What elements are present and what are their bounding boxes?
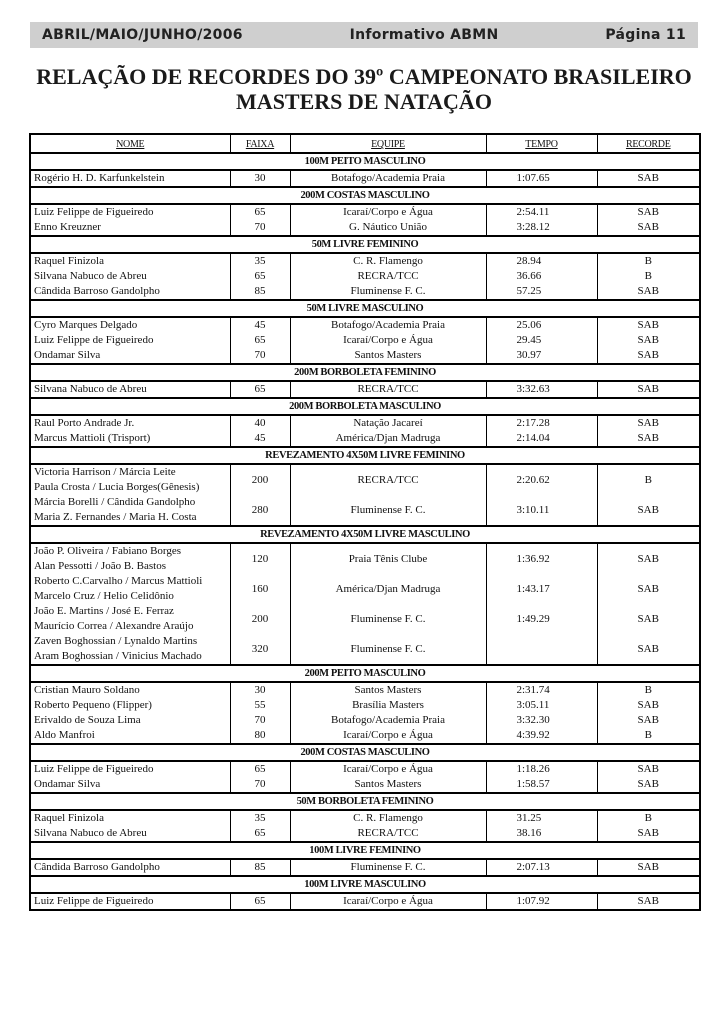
athlete-name: Rogério H. D. Karfunkelstein xyxy=(34,172,165,184)
cell-equipe: RECRA/TCC xyxy=(290,464,486,495)
table-row xyxy=(30,204,700,220)
section-header-row xyxy=(30,364,700,381)
cell-equipe: Botafogo/Academia Praia xyxy=(290,713,486,728)
athlete-name: Zaven Boghossian / Lynaldo Martins xyxy=(34,635,198,647)
table-row xyxy=(30,381,700,398)
cell-faixa: 35 xyxy=(230,253,290,269)
cell-recorde: SAB xyxy=(637,349,659,361)
athlete-name: Luiz Felippe de Figueiredo xyxy=(34,206,154,218)
cell-equipe: RECRA/TCC xyxy=(290,826,486,842)
cell-nome xyxy=(30,381,230,398)
cell-recorde: SAB xyxy=(637,285,659,297)
athlete-name: Cyro Marques Delgado xyxy=(34,319,138,331)
cell-tempo: 57.25 xyxy=(486,284,597,300)
header-page-number: Página 11 xyxy=(605,27,686,43)
athlete-name: Silvana Nabuco de Abreu xyxy=(34,827,147,839)
athlete-name: Cândida Barroso Gandolpho xyxy=(34,285,160,297)
cell-tempo: 2:07.13 xyxy=(486,859,597,876)
table-row xyxy=(30,893,700,910)
table-row xyxy=(30,761,700,777)
cell-equipe: Santos Masters xyxy=(290,777,486,793)
cell-recorde: SAB xyxy=(637,699,659,711)
col-header-recorde: RECORDE xyxy=(625,139,671,150)
cell-recorde: B xyxy=(644,270,652,282)
section-header-row xyxy=(30,744,700,761)
section-header-row xyxy=(30,842,700,859)
section-title: 200M PEITO MASCULINO xyxy=(30,665,700,682)
table-row xyxy=(30,698,700,713)
athlete-name: Luiz Felippe de Figueiredo xyxy=(34,763,154,775)
cell-nome xyxy=(30,826,230,842)
header-publication: Informativo ABMN xyxy=(349,27,499,43)
section-title: 50M LIVRE MASCULINO xyxy=(30,300,700,317)
cell-tempo xyxy=(486,634,597,665)
table-row xyxy=(30,604,700,634)
cell-faixa: 200 xyxy=(230,464,290,495)
cell-equipe: Fluminense F. C. xyxy=(290,495,486,526)
section-header-row xyxy=(30,793,700,810)
athlete-name: Márcia Borelli / Cândida Gandolpho xyxy=(34,496,196,508)
cell-tempo: 4:39.92 xyxy=(486,728,597,744)
cell-tempo: 2:14.04 xyxy=(486,431,597,447)
cell-equipe: Icaraí/Corpo e Água xyxy=(290,333,486,348)
table-row xyxy=(30,220,700,236)
table-row xyxy=(30,269,700,284)
cell-tempo: 28.94 xyxy=(486,253,597,269)
cell-tempo: 31.25 xyxy=(486,810,597,826)
cell-nome xyxy=(30,682,230,698)
section-header-row xyxy=(30,300,700,317)
section-title: 50M LIVRE FEMININO xyxy=(30,236,700,253)
cell-faixa: 85 xyxy=(230,284,290,300)
athlete-name: Paula Crosta / Lucia Borges(Gênesis) xyxy=(34,481,200,493)
cell-faixa: 45 xyxy=(230,317,290,333)
cell-equipe: Botafogo/Academia Praia xyxy=(290,317,486,333)
table-row xyxy=(30,543,700,574)
page-title xyxy=(0,64,728,114)
cell-equipe: Natação Jacareí xyxy=(290,415,486,431)
cell-recorde: SAB xyxy=(637,763,659,775)
section-header-row xyxy=(30,153,700,170)
cell-tempo: 30.97 xyxy=(486,348,597,364)
cell-faixa: 200 xyxy=(230,604,290,634)
cell-nome xyxy=(30,204,230,220)
table-row xyxy=(30,415,700,431)
cell-nome xyxy=(30,220,230,236)
cell-recorde: SAB xyxy=(637,582,659,595)
cell-equipe: Icaraí/Corpo e Água xyxy=(290,728,486,744)
cell-equipe: Icaraí/Corpo e Água xyxy=(290,893,486,910)
cell-equipe: C. R. Flamengo xyxy=(290,253,486,269)
cell-faixa: 70 xyxy=(230,777,290,793)
cell-equipe: Praia Tênis Clube xyxy=(290,543,486,574)
cell-equipe: América/Djan Madruga xyxy=(290,574,486,604)
cell-tempo: 1:36.92 xyxy=(486,543,597,574)
cell-faixa: 70 xyxy=(230,220,290,236)
table-row xyxy=(30,317,700,333)
cell-tempo: 25.06 xyxy=(486,317,597,333)
cell-faixa: 55 xyxy=(230,698,290,713)
section-title: REVEZAMENTO 4X50M LIVRE MASCULINO xyxy=(30,526,700,543)
cell-nome xyxy=(30,170,230,187)
cell-nome xyxy=(30,728,230,744)
records-body xyxy=(30,153,700,910)
table-row xyxy=(30,682,700,698)
cell-equipe: C. R. Flamengo xyxy=(290,810,486,826)
section-header-row xyxy=(30,876,700,893)
cell-nome xyxy=(30,348,230,364)
cell-nome xyxy=(30,574,230,604)
table-row xyxy=(30,348,700,364)
athlete-name: Roberto Pequeno (Flipper) xyxy=(34,699,152,711)
section-header-row xyxy=(30,187,700,204)
cell-nome xyxy=(30,495,230,526)
cell-recorde: SAB xyxy=(637,612,659,625)
table-row xyxy=(30,253,700,269)
cell-recorde: SAB xyxy=(637,383,659,395)
cell-nome xyxy=(30,893,230,910)
athlete-name: Raul Porto Andrade Jr. xyxy=(34,417,135,429)
cell-recorde: B xyxy=(644,812,652,824)
cell-recorde: SAB xyxy=(637,827,659,839)
cell-tempo: 38.16 xyxy=(486,826,597,842)
cell-faixa: 85 xyxy=(230,859,290,876)
col-header-tempo: TEMPO xyxy=(486,134,597,153)
cell-equipe: Santos Masters xyxy=(290,682,486,698)
table-row xyxy=(30,333,700,348)
table-row xyxy=(30,810,700,826)
cell-nome xyxy=(30,698,230,713)
athlete-name: Aram Boghossian / Vinicius Machado xyxy=(34,650,202,662)
athlete-name: Marcus Mattioli (Trisport) xyxy=(34,432,151,444)
cell-recorde: SAB xyxy=(637,895,659,907)
athlete-name: Cândida Barroso Gandolpho xyxy=(34,861,160,873)
athlete-name: Marcelo Cruz / Helio Celidônio xyxy=(34,590,174,602)
cell-equipe: Fluminense F. C. xyxy=(290,859,486,876)
cell-equipe: Brasília Masters xyxy=(290,698,486,713)
athlete-name: Luiz Felippe de Figueiredo xyxy=(34,334,154,346)
section-header-row xyxy=(30,398,700,415)
cell-faixa: 70 xyxy=(230,348,290,364)
cell-equipe: América/Djan Madruga xyxy=(290,431,486,447)
cell-equipe: Fluminense F. C. xyxy=(290,604,486,634)
cell-tempo: 1:58.57 xyxy=(486,777,597,793)
title-line-2: MASTERS DE NATAÇÃO xyxy=(236,89,492,114)
cell-tempo: 2:31.74 xyxy=(486,682,597,698)
section-title: 100M LIVRE MASCULINO xyxy=(30,876,700,893)
cell-nome xyxy=(30,604,230,634)
athlete-name: Aldo Manfroi xyxy=(34,729,95,741)
table-row xyxy=(30,574,700,604)
cell-nome xyxy=(30,284,230,300)
section-header-row xyxy=(30,665,700,682)
section-title: 100M PEITO MASCULINO xyxy=(30,153,700,170)
athlete-name: Alan Pessotti / João B. Bastos xyxy=(34,560,167,572)
section-title: 200M BORBOLETA FEMININO xyxy=(30,364,700,381)
cell-faixa: 120 xyxy=(230,543,290,574)
athlete-name: João P. Oliveira / Fabiano Borges xyxy=(34,545,182,557)
athlete-name: Raquel Finizola xyxy=(34,812,104,824)
cell-nome xyxy=(30,543,230,574)
table-row xyxy=(30,634,700,665)
cell-nome xyxy=(30,269,230,284)
athlete-name: Luiz Felippe de Figueiredo xyxy=(34,895,154,907)
cell-equipe: Fluminense F. C. xyxy=(290,284,486,300)
cell-tempo: 3:32.63 xyxy=(486,381,597,398)
cell-nome xyxy=(30,333,230,348)
cell-recorde: SAB xyxy=(637,552,659,565)
cell-tempo: 2:17.28 xyxy=(486,415,597,431)
cell-recorde: SAB xyxy=(637,432,659,444)
cell-faixa: 65 xyxy=(230,893,290,910)
athlete-name: Maria Z. Fernandes / Maria H. Costa xyxy=(34,511,197,523)
cell-nome xyxy=(30,713,230,728)
cell-faixa: 40 xyxy=(230,415,290,431)
cell-faixa: 35 xyxy=(230,810,290,826)
cell-faixa: 65 xyxy=(230,381,290,398)
col-header-nome: NOME xyxy=(30,134,230,153)
page-header xyxy=(30,22,698,48)
header-date: ABRIL/MAIO/JUNHO/2006 xyxy=(42,27,243,43)
cell-faixa: 65 xyxy=(230,333,290,348)
cell-faixa: 65 xyxy=(230,826,290,842)
cell-tempo: 3:05.11 xyxy=(486,698,597,713)
table-row xyxy=(30,713,700,728)
table-row xyxy=(30,284,700,300)
cell-tempo: 1:07.65 xyxy=(486,170,597,187)
records-table xyxy=(29,133,701,911)
cell-recorde: SAB xyxy=(637,861,659,873)
cell-faixa: 320 xyxy=(230,634,290,665)
athlete-name: Silvana Nabuco de Abreu xyxy=(34,383,147,395)
cell-faixa: 70 xyxy=(230,713,290,728)
cell-tempo: 29.45 xyxy=(486,333,597,348)
cell-equipe: Santos Masters xyxy=(290,348,486,364)
cell-nome xyxy=(30,810,230,826)
section-title: 200M COSTAS MASCULINO xyxy=(30,744,700,761)
cell-recorde: SAB xyxy=(637,172,659,184)
athlete-name: Ondamar Silva xyxy=(34,778,101,790)
section-title: REVEZAMENTO 4X50M LIVRE FEMININO xyxy=(30,447,700,464)
cell-nome xyxy=(30,464,230,495)
cell-faixa: 65 xyxy=(230,761,290,777)
athlete-name: João E. Martins / José E. Ferraz xyxy=(34,605,174,617)
cell-tempo: 3:32.30 xyxy=(486,713,597,728)
table-row xyxy=(30,170,700,187)
cell-nome xyxy=(30,859,230,876)
section-title: 200M COSTAS MASCULINO xyxy=(30,187,700,204)
cell-nome xyxy=(30,253,230,269)
cell-faixa: 45 xyxy=(230,431,290,447)
col-header-equipe: EQUIPE xyxy=(290,134,486,153)
cell-nome xyxy=(30,415,230,431)
cell-recorde: SAB xyxy=(637,778,659,790)
cell-tempo: 2:20.62 xyxy=(486,464,597,495)
athlete-name: Erivaldo de Souza Lima xyxy=(34,714,141,726)
athlete-name: Cristian Mauro Soldano xyxy=(34,684,140,696)
table-row xyxy=(30,495,700,526)
cell-nome xyxy=(30,317,230,333)
cell-equipe: Icaraí/Corpo e Água xyxy=(290,204,486,220)
athlete-name: Enno Kreuzner xyxy=(34,221,101,233)
cell-faixa: 280 xyxy=(230,495,290,526)
section-header-row xyxy=(30,447,700,464)
cell-tempo: 1:07.92 xyxy=(486,893,597,910)
cell-recorde: SAB xyxy=(637,503,659,516)
athlete-name: Ondamar Silva xyxy=(34,349,101,361)
cell-nome xyxy=(30,634,230,665)
cell-recorde: SAB xyxy=(637,206,659,218)
cell-faixa: 30 xyxy=(230,170,290,187)
cell-recorde: SAB xyxy=(637,714,659,726)
cell-faixa: 80 xyxy=(230,728,290,744)
cell-tempo: 3:28.12 xyxy=(486,220,597,236)
cell-recorde: B xyxy=(644,473,652,486)
col-header-faixa: FAIXA xyxy=(230,134,290,153)
cell-equipe: RECRA/TCC xyxy=(290,381,486,398)
athlete-name: Victoria Harrison / Márcia Leite xyxy=(34,466,176,478)
cell-equipe: G. Náutico União xyxy=(290,220,486,236)
cell-recorde: B xyxy=(644,255,652,267)
cell-tempo: 1:49.29 xyxy=(486,604,597,634)
cell-nome xyxy=(30,761,230,777)
athlete-name: Silvana Nabuco de Abreu xyxy=(34,270,147,282)
section-title: 200M BORBOLETA MASCULINO xyxy=(30,398,700,415)
cell-recorde: SAB xyxy=(637,642,659,655)
table-row xyxy=(30,464,700,495)
cell-equipe: Icaraí/Corpo e Água xyxy=(290,761,486,777)
cell-tempo: 1:43.17 xyxy=(486,574,597,604)
table-row xyxy=(30,777,700,793)
cell-nome xyxy=(30,431,230,447)
cell-faixa: 65 xyxy=(230,204,290,220)
cell-faixa: 30 xyxy=(230,682,290,698)
cell-faixa: 65 xyxy=(230,269,290,284)
cell-tempo: 2:54.11 xyxy=(486,204,597,220)
section-header-row xyxy=(30,526,700,543)
cell-recorde: B xyxy=(644,729,652,741)
cell-tempo: 36.66 xyxy=(486,269,597,284)
section-header-row xyxy=(30,236,700,253)
cell-recorde: B xyxy=(644,684,652,696)
table-row xyxy=(30,859,700,876)
cell-equipe: RECRA/TCC xyxy=(290,269,486,284)
cell-recorde: SAB xyxy=(637,221,659,233)
section-title: 50M BORBOLETA FEMININO xyxy=(30,793,700,810)
cell-nome xyxy=(30,777,230,793)
cell-faixa: 160 xyxy=(230,574,290,604)
section-title: 100M LIVRE FEMININO xyxy=(30,842,700,859)
title-line-1: RELAÇÃO DE RECORDES DO 39º CAMPEONATO BRASILEIRO xyxy=(36,64,692,89)
cell-tempo: 1:18.26 xyxy=(486,761,597,777)
athlete-name: Raquel Finizola xyxy=(34,255,104,267)
cell-equipe: Botafogo/Academia Praia xyxy=(290,170,486,187)
athlete-name: Maurício Correa / Alexandre Araújo xyxy=(34,620,194,632)
cell-recorde: SAB xyxy=(637,319,659,331)
cell-recorde: SAB xyxy=(637,334,659,346)
table-row xyxy=(30,728,700,744)
athlete-name: Roberto C.Carvalho / Marcus Mattioli xyxy=(34,575,203,587)
table-header-row xyxy=(30,134,700,153)
cell-tempo: 3:10.11 xyxy=(486,495,597,526)
cell-recorde: SAB xyxy=(637,417,659,429)
table-row xyxy=(30,431,700,447)
cell-equipe: Fluminense F. C. xyxy=(290,634,486,665)
table-row xyxy=(30,826,700,842)
